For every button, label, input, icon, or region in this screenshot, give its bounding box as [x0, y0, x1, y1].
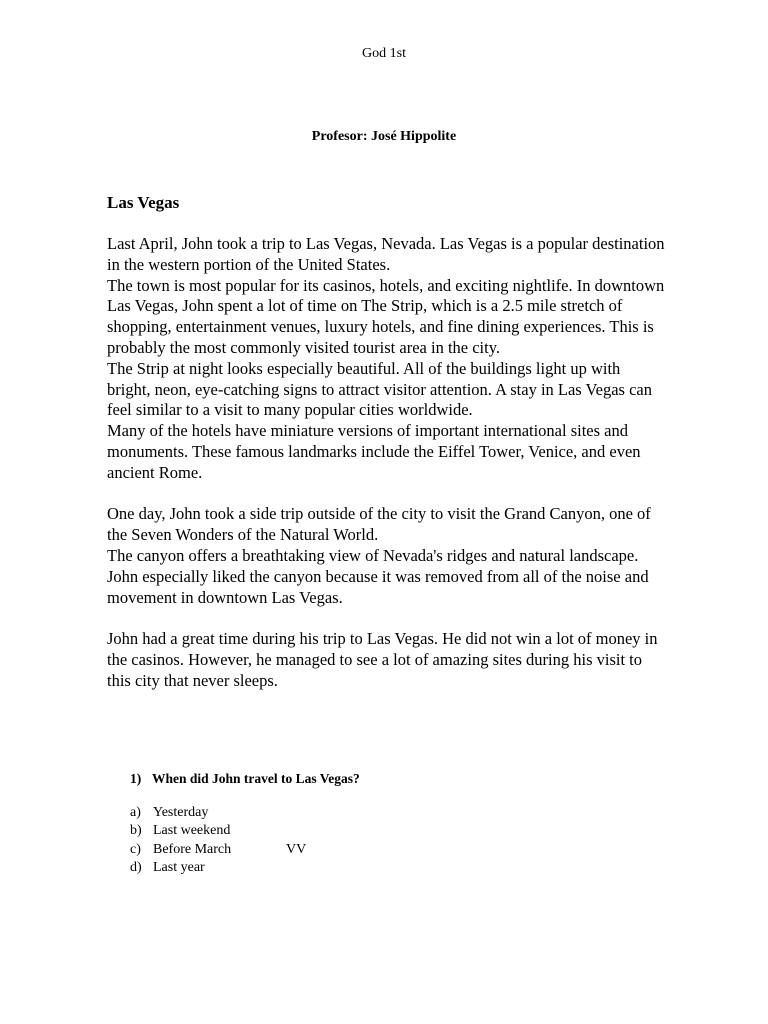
option-letter: c) — [130, 841, 141, 857]
question-text: When did John travel to Las Vegas? — [152, 771, 360, 786]
option-text: Before March — [153, 841, 232, 857]
reading-title: Las Vegas — [107, 193, 180, 212]
option-b — [130, 822, 306, 840]
option-a — [130, 804, 306, 822]
paragraph-7: John had a great time during his trip to Las Vegas. He did not win a lot of money in the casinos. However, he managed to see a lot of amazing sites during his visit to this city that never sleeps. — [107, 629, 658, 690]
question-1 — [130, 771, 360, 787]
paragraph-3: The Strip at night looks especially beautiful. All of the buildings light up with bright, neon, eye-catching signs to attract visitor attention. A stay in Las Vegas can feel similar to a visit to many popular cities worldwide. — [107, 358, 652, 420]
paragraph-4: Many of the hotels have miniature versions of important international sites and monuments. These famous landmarks include the Eiffel Tower, Venice, and even ancient Rome. — [107, 421, 641, 482]
option-letter: a) — [130, 805, 141, 820]
option-d — [130, 859, 306, 877]
professor-line: Profesor: José Hippolite — [311, 129, 457, 144]
paragraph-6: The canyon offers a breathtaking view of Nevada's ridges and natural landscape. John especially liked the canyon because it was removed from all of the noise and movement in downtown Las Vegas. — [107, 545, 649, 607]
option-letter: d) — [130, 859, 142, 875]
answer-mark: VV — [286, 841, 307, 857]
option-text: Last year — [153, 859, 205, 875]
reading-body — [107, 234, 667, 692]
question-number: 1) — [130, 771, 142, 786]
paragraph-1: Last April, John took a trip to Las Vegas, Nevada. Las Vegas is a popular destination in the western portion of the United States. — [107, 234, 665, 274]
course-header: God 1st — [362, 46, 406, 61]
paragraph-5: One day, John took a side trip outside of the city to visit the Grand Canyon, one of the Seven Wonders of the Natural World. — [107, 504, 651, 545]
paragraph-2: The town is most popular for its casinos, hotels, and exciting nightlife. In downtown Las Vegas, John spent a lot of time on The Strip, which is a 2.5 mile stretch of shopping, entertainment venues, luxury hotels, and fine dining experiences. This is probably the most commonly visited tourist area in the city. — [107, 275, 665, 357]
option-text: Last weekend — [153, 823, 231, 839]
option-text: Yesterday — [153, 805, 209, 820]
option-c — [130, 841, 306, 859]
paragraph-gap — [107, 608, 667, 629]
answer-options — [130, 804, 306, 877]
paragraph-gap — [107, 484, 667, 505]
option-letter: b) — [130, 823, 142, 839]
